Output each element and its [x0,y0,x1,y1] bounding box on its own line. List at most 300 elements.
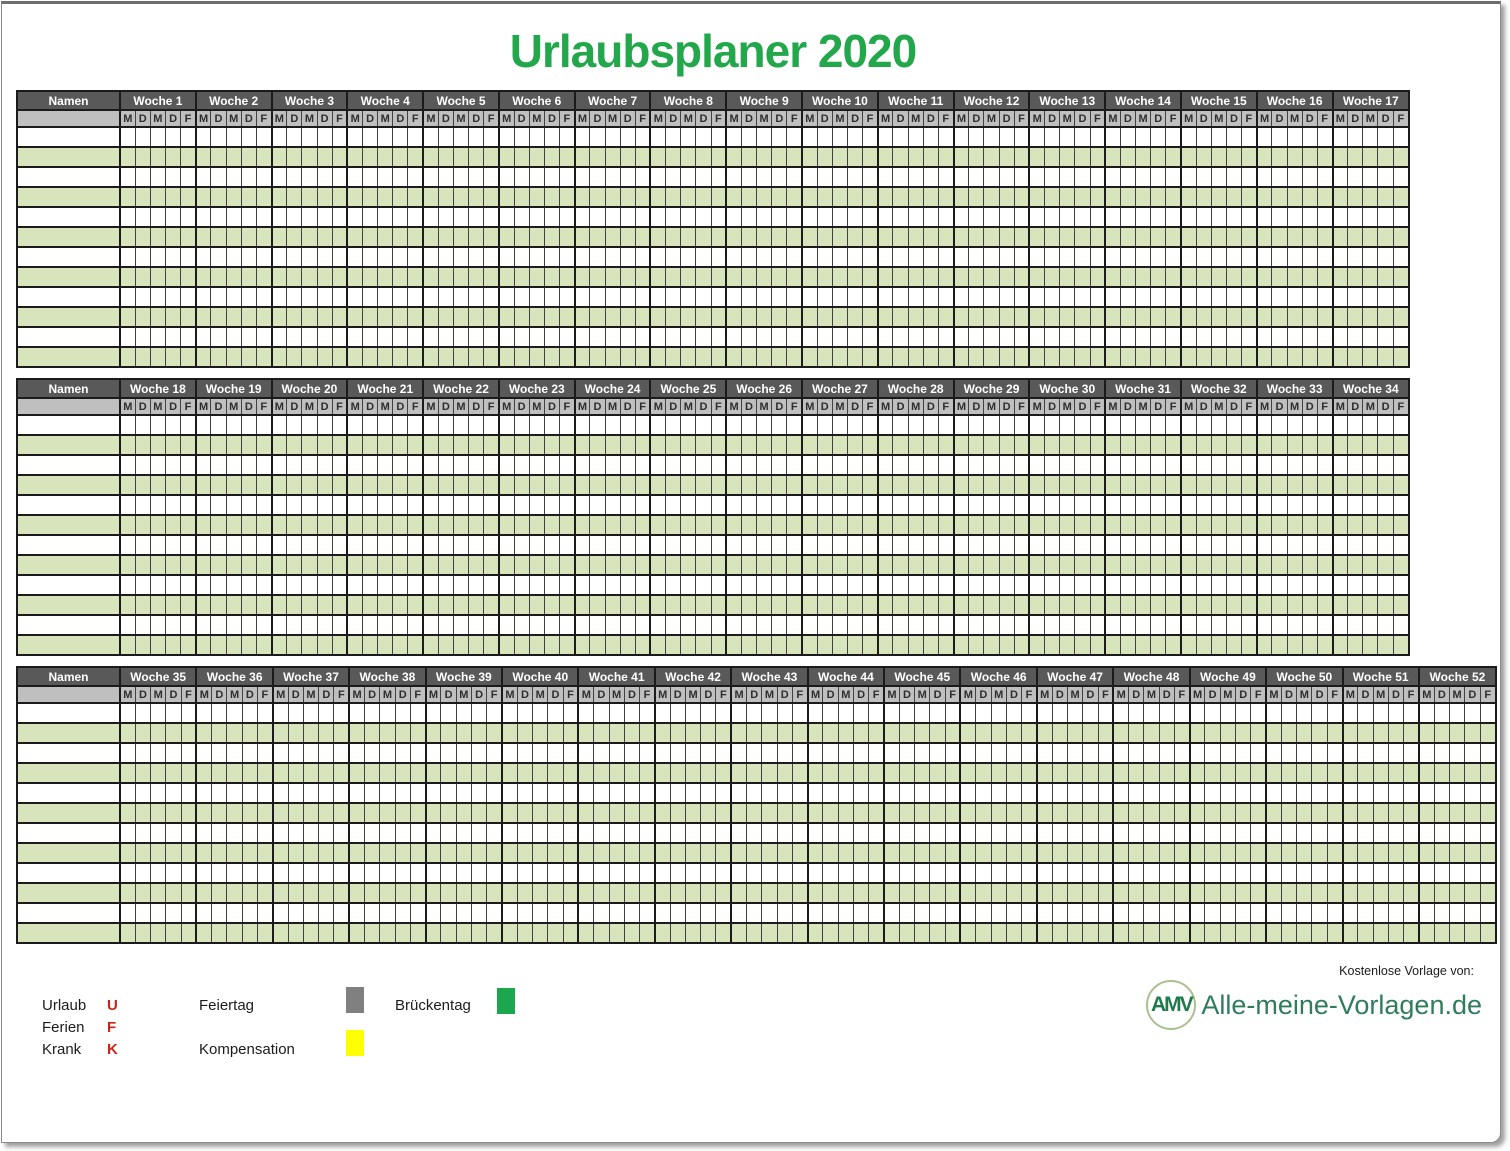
day-cell[interactable] [969,555,984,575]
day-cell[interactable] [726,187,741,207]
day-cell[interactable] [227,763,242,783]
day-cell[interactable] [1006,823,1021,843]
day-cell[interactable] [863,227,878,247]
day-cell[interactable] [808,823,823,843]
day-cell[interactable] [1174,883,1189,903]
day-cell[interactable] [696,535,711,555]
day-cell[interactable] [666,475,681,495]
day-cell[interactable] [334,723,349,743]
day-cell[interactable] [991,763,1006,783]
day-cell[interactable] [1014,127,1029,147]
day-cell[interactable] [453,247,468,267]
day-cell[interactable] [1144,843,1159,863]
day-cell[interactable] [609,903,624,923]
day-cell[interactable] [1302,535,1317,555]
day-cell[interactable] [181,823,196,843]
day-cell[interactable] [960,843,975,863]
day-cell[interactable] [854,703,869,723]
day-cell[interactable] [1363,615,1378,635]
day-cell[interactable] [1105,127,1120,147]
day-cell[interactable] [1159,903,1174,923]
day-cell[interactable] [544,535,559,555]
day-cell[interactable] [349,783,364,803]
day-cell[interactable] [923,595,938,615]
day-cell[interactable] [1393,435,1409,455]
day-cell[interactable] [1434,843,1449,863]
day-cell[interactable] [930,783,945,803]
day-cell[interactable] [1045,227,1060,247]
day-cell[interactable] [832,327,847,347]
day-cell[interactable] [930,883,945,903]
day-cell[interactable] [969,495,984,515]
day-cell[interactable] [908,247,923,267]
day-cell[interactable] [212,703,227,723]
day-cell[interactable] [1120,307,1135,327]
day-cell[interactable] [1257,207,1272,227]
day-cell[interactable] [1317,287,1332,307]
day-cell[interactable] [1373,903,1388,923]
day-cell[interactable] [1151,535,1166,555]
day-cell[interactable] [1120,635,1135,655]
day-cell[interactable] [1465,803,1480,823]
day-cell[interactable] [762,783,777,803]
day-cell[interactable] [878,147,893,167]
day-cell[interactable] [288,823,303,843]
name-cell[interactable] [17,863,120,883]
day-cell[interactable] [1151,327,1166,347]
day-cell[interactable] [1419,763,1434,783]
day-cell[interactable] [1272,515,1287,535]
day-cell[interactable] [563,863,578,883]
day-cell[interactable] [741,555,756,575]
day-cell[interactable] [1251,843,1266,863]
day-cell[interactable] [165,455,180,475]
day-cell[interactable] [196,703,211,723]
day-cell[interactable] [150,575,165,595]
day-cell[interactable] [453,455,468,475]
day-cell[interactable] [347,535,362,555]
day-cell[interactable] [1257,635,1272,655]
day-cell[interactable] [1211,595,1226,615]
day-cell[interactable] [1014,475,1029,495]
day-cell[interactable] [1090,347,1105,367]
day-cell[interactable] [393,515,408,535]
day-cell[interactable] [731,703,746,723]
day-cell[interactable] [1014,615,1029,635]
day-cell[interactable] [969,515,984,535]
day-cell[interactable] [212,803,227,823]
day-cell[interactable] [1090,415,1105,435]
day-cell[interactable] [1226,167,1241,187]
day-cell[interactable] [484,327,499,347]
day-cell[interactable] [1257,415,1272,435]
day-cell[interactable] [1404,863,1419,883]
day-cell[interactable] [258,743,273,763]
day-cell[interactable] [772,575,787,595]
day-cell[interactable] [529,415,544,435]
day-cell[interactable] [1151,267,1166,287]
day-cell[interactable] [226,535,241,555]
day-cell[interactable] [685,743,700,763]
day-cell[interactable] [423,147,438,167]
day-cell[interactable] [1220,763,1235,783]
day-cell[interactable] [469,495,484,515]
day-cell[interactable] [893,555,908,575]
day-cell[interactable] [711,455,726,475]
day-cell[interactable] [241,435,256,455]
day-cell[interactable] [1480,783,1496,803]
day-cell[interactable] [808,723,823,743]
day-cell[interactable] [487,703,502,723]
day-cell[interactable] [1151,207,1166,227]
day-cell[interactable] [317,535,332,555]
day-cell[interactable] [1120,455,1135,475]
day-cell[interactable] [302,415,317,435]
day-cell[interactable] [938,455,953,475]
day-cell[interactable] [529,307,544,327]
day-cell[interactable] [731,763,746,783]
day-cell[interactable] [960,763,975,783]
day-cell[interactable] [757,267,772,287]
day-cell[interactable] [1236,703,1251,723]
day-cell[interactable] [1287,127,1302,147]
day-cell[interactable] [378,347,393,367]
day-cell[interactable] [1465,823,1480,843]
day-cell[interactable] [378,207,393,227]
day-cell[interactable] [288,763,303,783]
day-cell[interactable] [273,903,288,923]
day-cell[interactable] [196,327,211,347]
day-cell[interactable] [1052,723,1067,743]
day-cell[interactable] [915,923,930,943]
day-cell[interactable] [1257,267,1272,287]
name-cell[interactable] [17,475,120,495]
day-cell[interactable] [1348,475,1363,495]
day-cell[interactable] [1242,127,1257,147]
day-cell[interactable] [666,635,681,655]
day-cell[interactable] [120,307,135,327]
day-cell[interactable] [624,803,639,823]
day-cell[interactable] [256,455,271,475]
day-cell[interactable] [1449,883,1464,903]
day-cell[interactable] [1060,555,1075,575]
day-cell[interactable] [1105,595,1120,615]
day-cell[interactable] [347,127,362,147]
day-cell[interactable] [696,227,711,247]
day-cell[interactable] [135,743,150,763]
day-cell[interactable] [548,843,563,863]
day-cell[interactable] [1363,167,1378,187]
day-cell[interactable] [1251,703,1266,723]
day-cell[interactable] [1266,803,1281,823]
day-cell[interactable] [242,803,257,823]
day-cell[interactable] [211,535,226,555]
day-cell[interactable] [1166,555,1181,575]
day-cell[interactable] [453,415,468,435]
day-cell[interactable] [620,595,635,615]
day-cell[interactable] [635,267,650,287]
day-cell[interactable] [1006,703,1021,723]
day-cell[interactable] [1075,207,1090,227]
day-cell[interactable] [817,227,832,247]
day-cell[interactable] [838,703,853,723]
day-cell[interactable] [716,743,731,763]
day-cell[interactable] [696,455,711,475]
day-cell[interactable] [670,823,685,843]
day-cell[interactable] [303,743,318,763]
day-cell[interactable] [792,863,807,883]
day-cell[interactable] [1317,615,1332,635]
day-cell[interactable] [1327,763,1342,783]
day-cell[interactable] [302,167,317,187]
day-cell[interactable] [984,455,999,475]
day-cell[interactable] [711,435,726,455]
day-cell[interactable] [317,455,332,475]
day-cell[interactable] [792,843,807,863]
day-cell[interactable] [378,575,393,595]
day-cell[interactable] [1287,415,1302,435]
day-cell[interactable] [817,287,832,307]
day-cell[interactable] [151,863,166,883]
day-cell[interactable] [1388,763,1403,783]
day-cell[interactable] [1075,475,1090,495]
day-cell[interactable] [893,167,908,187]
day-cell[interactable] [563,743,578,763]
day-cell[interactable] [969,575,984,595]
day-cell[interactable] [701,763,716,783]
day-cell[interactable] [1037,743,1052,763]
day-cell[interactable] [438,495,453,515]
day-cell[interactable] [438,475,453,495]
day-cell[interactable] [438,147,453,167]
day-cell[interactable] [211,615,226,635]
day-cell[interactable] [347,287,362,307]
day-cell[interactable] [151,843,166,863]
day-cell[interactable] [332,127,347,147]
day-cell[interactable] [1251,883,1266,903]
day-cell[interactable] [1105,207,1120,227]
day-cell[interactable] [272,575,287,595]
day-cell[interactable] [802,247,817,267]
day-cell[interactable] [423,347,438,367]
day-cell[interactable] [499,455,514,475]
day-cell[interactable] [594,723,609,743]
day-cell[interactable] [256,207,271,227]
day-cell[interactable] [1037,883,1052,903]
day-cell[interactable] [1045,515,1060,535]
day-cell[interactable] [211,475,226,495]
day-cell[interactable] [832,495,847,515]
day-cell[interactable] [726,287,741,307]
day-cell[interactable] [166,903,181,923]
day-cell[interactable] [332,267,347,287]
day-cell[interactable] [578,923,593,943]
day-cell[interactable] [1465,883,1480,903]
day-cell[interactable] [120,167,135,187]
day-cell[interactable] [817,635,832,655]
day-cell[interactable] [1105,267,1120,287]
day-cell[interactable] [1333,415,1348,435]
day-cell[interactable] [762,803,777,823]
day-cell[interactable] [681,475,696,495]
day-cell[interactable] [347,495,362,515]
day-cell[interactable] [863,207,878,227]
day-cell[interactable] [1052,703,1067,723]
day-cell[interactable] [499,535,514,555]
day-cell[interactable] [469,415,484,435]
day-cell[interactable] [1257,167,1272,187]
day-cell[interactable] [484,287,499,307]
day-cell[interactable] [802,475,817,495]
day-cell[interactable] [620,475,635,495]
day-cell[interactable] [1434,783,1449,803]
day-cell[interactable] [393,247,408,267]
day-cell[interactable] [499,495,514,515]
day-cell[interactable] [635,555,650,575]
day-cell[interactable] [165,167,180,187]
day-cell[interactable] [1393,287,1409,307]
day-cell[interactable] [211,127,226,147]
day-cell[interactable] [469,555,484,575]
day-cell[interactable] [650,575,665,595]
day-cell[interactable] [1434,883,1449,903]
day-cell[interactable] [211,415,226,435]
day-cell[interactable] [848,127,863,147]
day-cell[interactable] [802,515,817,535]
day-cell[interactable] [319,883,334,903]
day-cell[interactable] [726,555,741,575]
day-cell[interactable] [196,863,211,883]
day-cell[interactable] [560,127,575,147]
day-cell[interactable] [1242,455,1257,475]
day-cell[interactable] [792,743,807,763]
day-cell[interactable] [954,575,969,595]
day-cell[interactable] [334,863,349,883]
day-cell[interactable] [1287,147,1302,167]
day-cell[interactable] [1181,287,1196,307]
day-cell[interactable] [120,455,135,475]
day-cell[interactable] [120,903,135,923]
day-cell[interactable] [560,455,575,475]
day-cell[interactable] [848,535,863,555]
day-cell[interactable] [181,535,196,555]
day-cell[interactable] [529,495,544,515]
day-cell[interactable] [408,535,423,555]
day-cell[interactable] [272,555,287,575]
day-cell[interactable] [499,347,514,367]
day-cell[interactable] [1465,903,1480,923]
day-cell[interactable] [863,555,878,575]
day-cell[interactable] [242,763,257,783]
day-cell[interactable] [655,723,670,743]
day-cell[interactable] [349,923,364,943]
day-cell[interactable] [731,823,746,843]
day-cell[interactable] [1174,723,1189,743]
day-cell[interactable] [1333,347,1348,367]
day-cell[interactable] [1287,535,1302,555]
day-cell[interactable] [777,923,792,943]
day-cell[interactable] [135,575,150,595]
day-cell[interactable] [211,227,226,247]
day-cell[interactable] [1242,615,1257,635]
day-cell[interactable] [1434,723,1449,743]
day-cell[interactable] [272,495,287,515]
day-cell[interactable] [640,743,655,763]
day-cell[interactable] [347,347,362,367]
day-cell[interactable] [878,287,893,307]
day-cell[interactable] [1144,863,1159,883]
day-cell[interactable] [1419,923,1434,943]
day-cell[interactable] [302,515,317,535]
day-cell[interactable] [529,287,544,307]
day-cell[interactable] [1393,515,1409,535]
day-cell[interactable] [1297,863,1312,883]
day-cell[interactable] [1151,287,1166,307]
name-cell[interactable] [17,247,120,267]
day-cell[interactable] [802,435,817,455]
day-cell[interactable] [1166,307,1181,327]
day-cell[interactable] [380,743,395,763]
day-cell[interactable] [469,575,484,595]
day-cell[interactable] [334,823,349,843]
day-cell[interactable] [999,347,1014,367]
day-cell[interactable] [832,575,847,595]
day-cell[interactable] [908,307,923,327]
day-cell[interactable] [181,327,196,347]
day-cell[interactable] [1272,327,1287,347]
day-cell[interactable] [196,147,211,167]
day-cell[interactable] [1272,347,1287,367]
day-cell[interactable] [258,863,273,883]
day-cell[interactable] [1211,415,1226,435]
day-cell[interactable] [423,515,438,535]
day-cell[interactable] [1135,167,1150,187]
day-cell[interactable] [1029,267,1044,287]
day-cell[interactable] [378,635,393,655]
day-cell[interactable] [1029,575,1044,595]
day-cell[interactable] [711,327,726,347]
day-cell[interactable] [544,515,559,535]
day-cell[interactable] [560,575,575,595]
day-cell[interactable] [514,147,529,167]
day-cell[interactable] [150,347,165,367]
day-cell[interactable] [272,307,287,327]
day-cell[interactable] [1196,287,1211,307]
day-cell[interactable] [938,167,953,187]
day-cell[interactable] [1272,247,1287,267]
day-cell[interactable] [395,763,410,783]
day-cell[interactable] [711,635,726,655]
day-cell[interactable] [1211,287,1226,307]
day-cell[interactable] [1287,347,1302,367]
day-cell[interactable] [349,703,364,723]
name-cell[interactable] [17,287,120,307]
day-cell[interactable] [1067,863,1082,883]
day-cell[interactable] [347,187,362,207]
day-cell[interactable] [135,455,150,475]
day-cell[interactable] [747,903,762,923]
day-cell[interactable] [332,435,347,455]
day-cell[interactable] [1029,435,1044,455]
day-cell[interactable] [227,863,242,883]
day-cell[interactable] [287,267,302,287]
day-cell[interactable] [560,595,575,615]
day-cell[interactable] [1317,635,1332,655]
day-cell[interactable] [1393,127,1409,147]
day-cell[interactable] [1242,435,1257,455]
day-cell[interactable] [150,227,165,247]
day-cell[interactable] [696,495,711,515]
